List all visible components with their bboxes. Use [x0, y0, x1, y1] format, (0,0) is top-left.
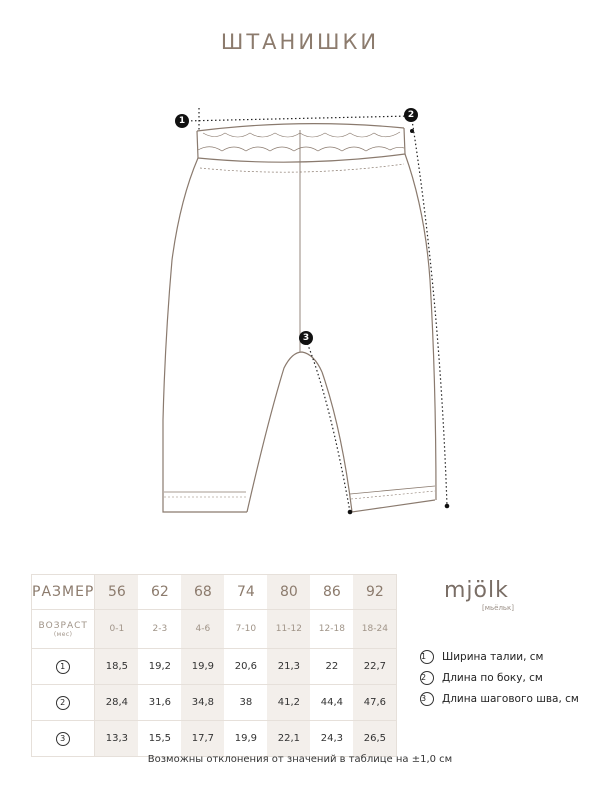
marker-3-icon: 3: [56, 732, 70, 746]
age-sublabel: (мес): [53, 630, 73, 638]
legend-label: Длина шагового шва, см: [442, 692, 579, 705]
age-cell: 18-24: [353, 610, 397, 649]
size-header: РАЗМЕР: [32, 575, 95, 610]
age-cell: 0-1: [95, 610, 139, 649]
value-cell: 47,6: [353, 685, 397, 721]
marker-3-icon: 3: [299, 331, 313, 345]
size-cell: 56: [95, 575, 139, 610]
value-cell: 19,9: [224, 721, 267, 757]
legend-item: [420, 667, 579, 688]
size-cell: 74: [224, 575, 267, 610]
size-cell: 80: [267, 575, 310, 610]
row-header: [32, 685, 95, 721]
value-cell: 19,9: [181, 649, 224, 685]
legend-item: [420, 688, 579, 709]
size-cell: 86: [310, 575, 353, 610]
age-cell: 4-6: [181, 610, 224, 649]
value-cell: 19,2: [138, 649, 181, 685]
marker-2-icon: 2: [420, 671, 434, 685]
value-cell: 22: [310, 649, 353, 685]
size-cell: 68: [181, 575, 224, 610]
value-cell: 38: [224, 685, 267, 721]
value-cell: 18,5: [95, 649, 139, 685]
table-row: [32, 575, 397, 610]
size-table: [31, 574, 397, 757]
age-cell: 11-12: [267, 610, 310, 649]
marker-2-icon: 2: [404, 108, 418, 122]
legend-label: Ширина талии, см: [442, 650, 544, 663]
legend-label: Длина по боку, см: [442, 671, 543, 684]
size-cell: 92: [353, 575, 397, 610]
legend-item: [420, 646, 579, 667]
value-cell: 26,5: [353, 721, 397, 757]
table-row: [32, 721, 397, 757]
value-cell: 34,8: [181, 685, 224, 721]
row-header: [32, 721, 95, 757]
marker-1-icon: 1: [420, 650, 434, 664]
value-cell: 31,6: [138, 685, 181, 721]
brand-logo: mjölk: [444, 578, 509, 603]
value-cell: 44,4: [310, 685, 353, 721]
value-cell: 22,1: [267, 721, 310, 757]
value-cell: 17,7: [181, 721, 224, 757]
legend: [420, 646, 579, 709]
marker-1-icon: 1: [175, 114, 189, 128]
size-cell: 62: [138, 575, 181, 610]
tolerance-note: Возможны отклонения от значений в таблице на ±1,0 см: [147, 754, 453, 765]
age-label: ВОЗРАСТ: [38, 620, 88, 631]
age-header: [32, 610, 95, 649]
table-row: [32, 610, 397, 649]
value-cell: 41,2: [267, 685, 310, 721]
brand-transcription: [мьёльк]: [482, 604, 515, 612]
value-cell: 22,7: [353, 649, 397, 685]
marker-3-icon: 3: [420, 692, 434, 706]
page-title: ШТАНИШКИ: [220, 30, 380, 54]
value-cell: 20,6: [224, 649, 267, 685]
row-header: [32, 649, 95, 685]
value-cell: 15,5: [138, 721, 181, 757]
table-row: [32, 685, 397, 721]
age-cell: 2-3: [138, 610, 181, 649]
value-cell: 21,3: [267, 649, 310, 685]
table-row: [32, 649, 397, 685]
age-cell: 12-18: [310, 610, 353, 649]
value-cell: 28,4: [95, 685, 139, 721]
marker-2-icon: 2: [56, 696, 70, 710]
age-cell: 7-10: [224, 610, 267, 649]
value-cell: 24,3: [310, 721, 353, 757]
marker-1-icon: 1: [56, 660, 70, 674]
value-cell: 13,3: [95, 721, 139, 757]
